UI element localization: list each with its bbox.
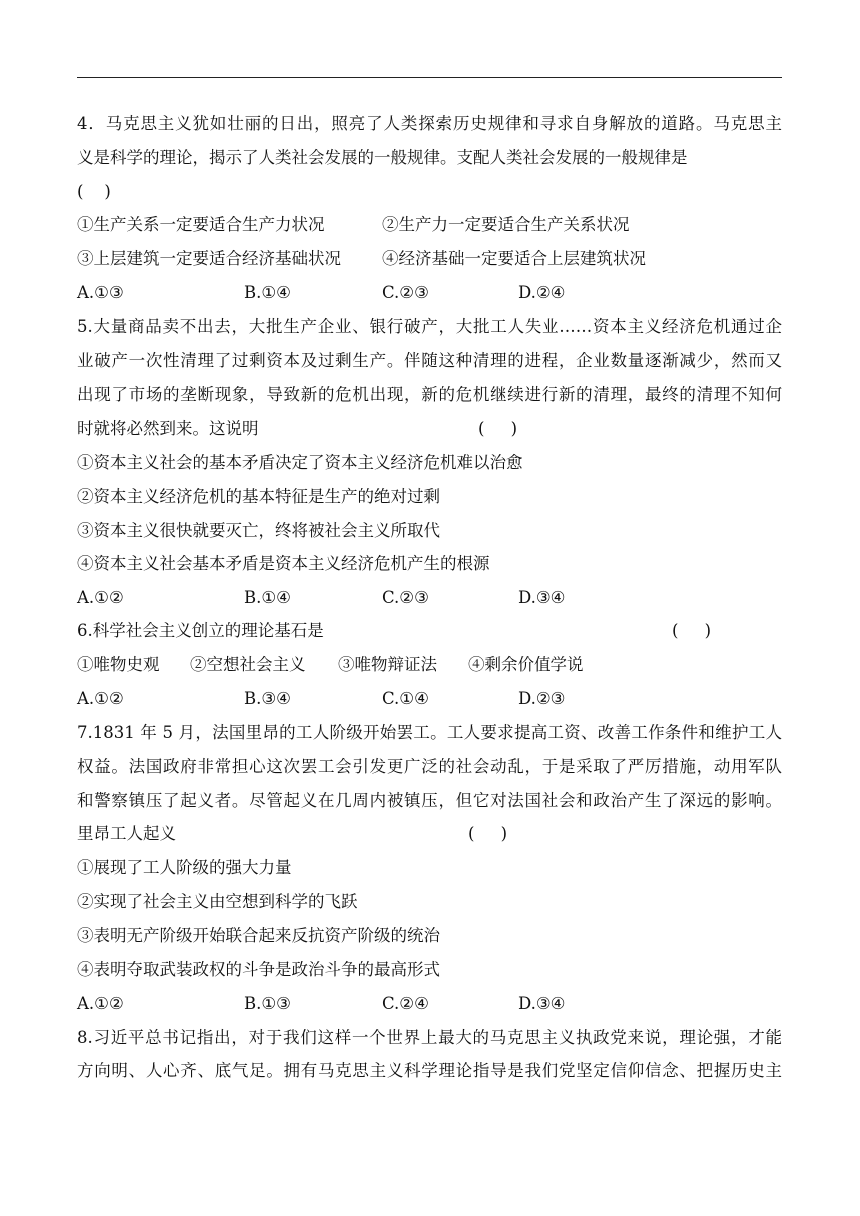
question-7-stem-line-3: 和警察镇压了起义者。尽管起义在几周内被镇压，但它对法国社会和政治产生了深远的影响。 xyxy=(77,791,782,810)
question-8-stem-line-2: 方向明、人心齐、底气足。拥有马克思主义科学理论指导是我们党坚定信仰信念、把握历史主 xyxy=(77,1061,782,1080)
question-4-stem-line-2: 义是科学的理论，揭示了人类社会发展的一般规律。支配人类社会发展的一般规律是 xyxy=(77,148,688,167)
question-4-option-c: C.②③ xyxy=(382,283,429,302)
question-6-statement-3: ③唯物辩证法 xyxy=(338,655,437,674)
question-7-option-d: D.③④ xyxy=(518,994,566,1013)
question-6-statement-1: ①唯物史观 xyxy=(77,655,160,674)
question-7-statement-3: ③表明无产阶级开始联合起来反抗资产阶级的统治 xyxy=(77,926,440,945)
question-6-option-c: C.①④ xyxy=(382,689,429,708)
question-5-option-b: B.①④ xyxy=(244,588,291,607)
question-5-stem-line-1: 5.大量商品卖不出去，大批生产企业、银行破产，大批工人失业……资本主义经济危机通过企 xyxy=(77,317,782,336)
question-6-statement-2: ②空想社会主义 xyxy=(190,655,306,674)
question-4-statement-3: ③上层建筑一定要适合经济基础状况 xyxy=(77,249,341,268)
question-4-stem-line-1: 4．马克思主义犹如壮丽的日出，照亮了人类探索历史规律和寻求自身解放的道路。马克思主 xyxy=(77,114,782,133)
question-5-stem-line-3: 出现了市场的垄断现象，导致新的危机出现，新的危机继续进行新的清理，最终的清理不知何 xyxy=(77,385,782,404)
question-5-statement-3: ③资本主义很快就要灭亡，终将被社会主义所取代 xyxy=(77,521,440,540)
question-4-option-b: B.①④ xyxy=(244,283,291,302)
question-8-stem-line-1: 8.习近平总书记指出，对于我们这样一个世界上最大的马克思主义执政党来说，理论强，才能 xyxy=(77,1028,782,1047)
question-7-stem-line-1: 7.1831 年 5 月，法国里昂的工人阶级开始罢工。工人要求提高工资、改善工作条件和维护工人 xyxy=(77,723,782,742)
question-4-statement-1: ①生产关系一定要适合生产力状况 xyxy=(77,215,325,234)
question-7-answer-bracket: ( ) xyxy=(468,824,508,843)
question-5-statement-1: ①资本主义社会的基本矛盾决定了资本主义经济危机难以治愈 xyxy=(77,453,523,472)
question-6-option-b: B.③④ xyxy=(244,689,291,708)
question-5-statement-4: ④资本主义社会基本矛盾是资本主义经济危机产生的根源 xyxy=(77,554,490,573)
question-4-statement-4: ④经济基础一定要适合上层建筑状况 xyxy=(382,249,646,268)
question-7-statement-2: ②实现了社会主义由空想到科学的飞跃 xyxy=(77,892,358,911)
question-4-option-a: A.①③ xyxy=(77,283,124,302)
question-5-statement-2: ②资本主义经济危机的基本特征是生产的绝对过剩 xyxy=(77,487,440,506)
question-7-option-c: C.②④ xyxy=(382,994,429,1013)
question-6-answer-bracket: ( ) xyxy=(672,621,712,640)
question-5-option-d: D.③④ xyxy=(518,588,566,607)
question-4-statement-2: ②生产力一定要适合生产关系状况 xyxy=(382,215,630,234)
question-5-option-c: C.②③ xyxy=(382,588,429,607)
question-7-stem-line-2: 权益。法国政府非常担心这次罢工会引发更广泛的社会动乱，于是采取了严厉措施，动用军队 xyxy=(77,757,782,776)
question-5-stem-line-2: 业破产一次性清理了过剩资本及过剩生产。伴随这种清理的进程，企业数量逐渐减少，然而又 xyxy=(77,351,782,370)
question-7-option-b: B.①③ xyxy=(244,994,291,1013)
question-5-option-a: A.①② xyxy=(77,588,124,607)
header-rule xyxy=(77,77,782,78)
question-6-statement-4: ④剩余价值学说 xyxy=(468,655,584,674)
question-7-stem-line-4: 里昂工人起义 xyxy=(77,824,176,843)
question-7-statement-1: ①展现了工人阶级的强大力量 xyxy=(77,858,292,877)
question-6-option-d: D.②③ xyxy=(518,689,566,708)
question-5-stem-line-4: 时就将必然到来。这说明 xyxy=(77,419,259,438)
question-7-statement-4: ④表明夺取武装政权的斗争是政治斗争的最高形式 xyxy=(77,960,440,979)
question-5-answer-bracket: ( ) xyxy=(478,419,518,438)
question-4-option-d: D.②④ xyxy=(518,283,566,302)
question-6-option-a: A.①② xyxy=(77,689,124,708)
question-4-answer-bracket: ( ) xyxy=(77,182,111,201)
question-7-option-a: A.①② xyxy=(77,994,124,1013)
question-6-stem: 6.科学社会主义创立的理论基石是 xyxy=(77,621,324,640)
